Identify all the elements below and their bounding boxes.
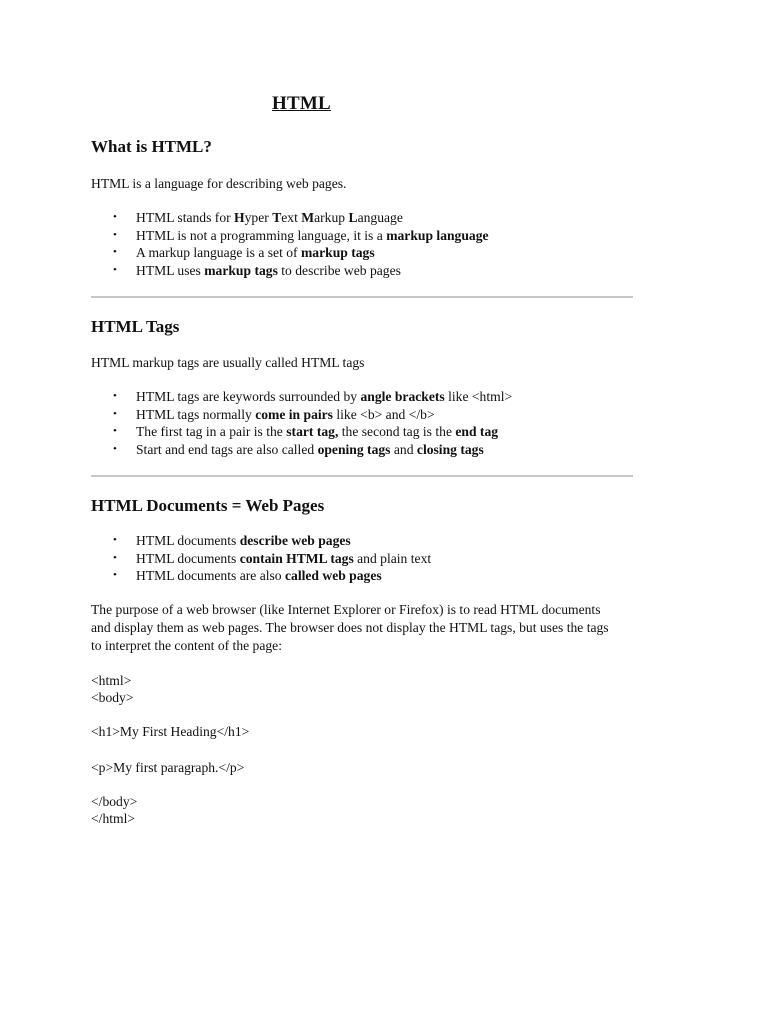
paragraph-line: The purpose of a web browser (like Internet Explorer or Firefox) is to read HTML documents — [91, 602, 601, 617]
bullet-item — [91, 550, 431, 568]
bold-text: angle brackets — [360, 389, 445, 404]
horizontal-rule — [91, 475, 633, 477]
bold-text: contain HTML tags — [239, 550, 354, 566]
bullet-icon: • — [113, 228, 117, 241]
bullet-icon: • — [113, 551, 117, 564]
bold-text: describe web pages — [239, 533, 351, 548]
text-run: like <b> and </b> — [332, 406, 435, 422]
text-run: HTML tags normally — [136, 406, 256, 422]
bullet-item — [91, 441, 512, 459]
text-run: and plain text — [353, 550, 432, 566]
bullet-item — [91, 388, 512, 406]
bullet-item — [91, 406, 512, 424]
code-line: <html> — [91, 673, 132, 688]
bold-text: H — [234, 210, 245, 225]
bold-text: markup tags — [300, 245, 375, 260]
bullet-item — [91, 423, 512, 441]
section-heading-html-documents: HTML Documents = Web Pages — [91, 496, 325, 515]
bullet-item — [91, 567, 431, 585]
text-run: to describe web pages — [277, 262, 401, 278]
code-line: <body> — [91, 690, 134, 705]
text-run: HTML uses — [136, 262, 205, 278]
bullet-icon: • — [113, 407, 117, 420]
bullet-icon: • — [113, 211, 117, 223]
bullet-icon: • — [113, 263, 117, 276]
bullet-item — [91, 209, 489, 227]
text-run: HTML tags are keywords surrounded by — [136, 389, 361, 404]
paragraph-line: to interpret the content of the page: — [91, 638, 282, 653]
bold-text: start tag, — [286, 424, 339, 439]
bold-text: markup tags — [204, 262, 278, 278]
bullet-item — [91, 244, 489, 262]
bold-text: opening tags — [317, 441, 391, 457]
bullet-list-what-is-html — [91, 209, 489, 279]
section-heading-html-tags: HTML Tags — [91, 317, 180, 336]
text-run: HTML documents — [136, 533, 240, 548]
code-line: <h1>My First Heading</h1> — [91, 724, 250, 739]
text-run: anguage — [357, 210, 403, 225]
section-intro-html-tags: HTML markup tags are usually called HTML tags — [91, 355, 365, 370]
code-line: </html> — [91, 811, 136, 826]
bullet-list-html-tags — [91, 388, 512, 458]
code-line: </body> — [91, 794, 138, 809]
text-run: and — [390, 441, 417, 457]
bold-text: M — [301, 210, 315, 225]
bold-text: come in pairs — [255, 406, 333, 422]
text-run: Start and end tags are also called — [136, 441, 318, 457]
bold-text: closing tags — [416, 441, 484, 457]
bold-text: markup language — [386, 227, 489, 243]
section-heading-what-is-html: What is HTML? — [91, 137, 212, 156]
text-run: arkup — [314, 210, 349, 225]
text-run: yper — [244, 210, 273, 225]
section-intro-what-is-html: HTML is a language for describing web pages. — [91, 176, 347, 191]
text-run: A markup language is a set of — [136, 245, 301, 260]
paragraph-line: and display them as web pages. The browser does not display the HTML tags, but uses the tags — [91, 620, 609, 635]
text-run: HTML documents — [136, 550, 240, 566]
bullet-item — [91, 262, 489, 280]
bullet-icon: • — [113, 425, 117, 437]
bullet-icon: • — [113, 442, 117, 455]
bold-text: called web pages — [285, 568, 382, 583]
text-run: ext — [281, 210, 302, 225]
bullet-icon: • — [113, 569, 117, 581]
text-run: like <html> — [444, 389, 513, 404]
text-run: HTML documents are also — [136, 568, 285, 583]
code-line: <p>My first paragraph.</p> — [91, 760, 245, 775]
text-run: HTML stands for — [136, 210, 235, 225]
bullet-item — [91, 227, 489, 245]
bullet-item — [91, 532, 431, 550]
document-title: HTML — [272, 93, 331, 114]
horizontal-rule — [91, 296, 633, 298]
bold-text: end tag — [455, 424, 499, 439]
bullet-list-html-documents — [91, 532, 431, 585]
text-run: HTML is not a programming language, it is a — [136, 227, 387, 243]
bullet-icon: • — [113, 534, 117, 546]
bold-text: T — [272, 210, 282, 225]
bullet-icon: • — [113, 246, 117, 258]
text-run: The first tag in a pair is the — [136, 424, 287, 439]
text-run: the second tag is the — [338, 424, 456, 439]
bullet-icon: • — [113, 390, 117, 402]
bold-text: L — [348, 210, 358, 225]
